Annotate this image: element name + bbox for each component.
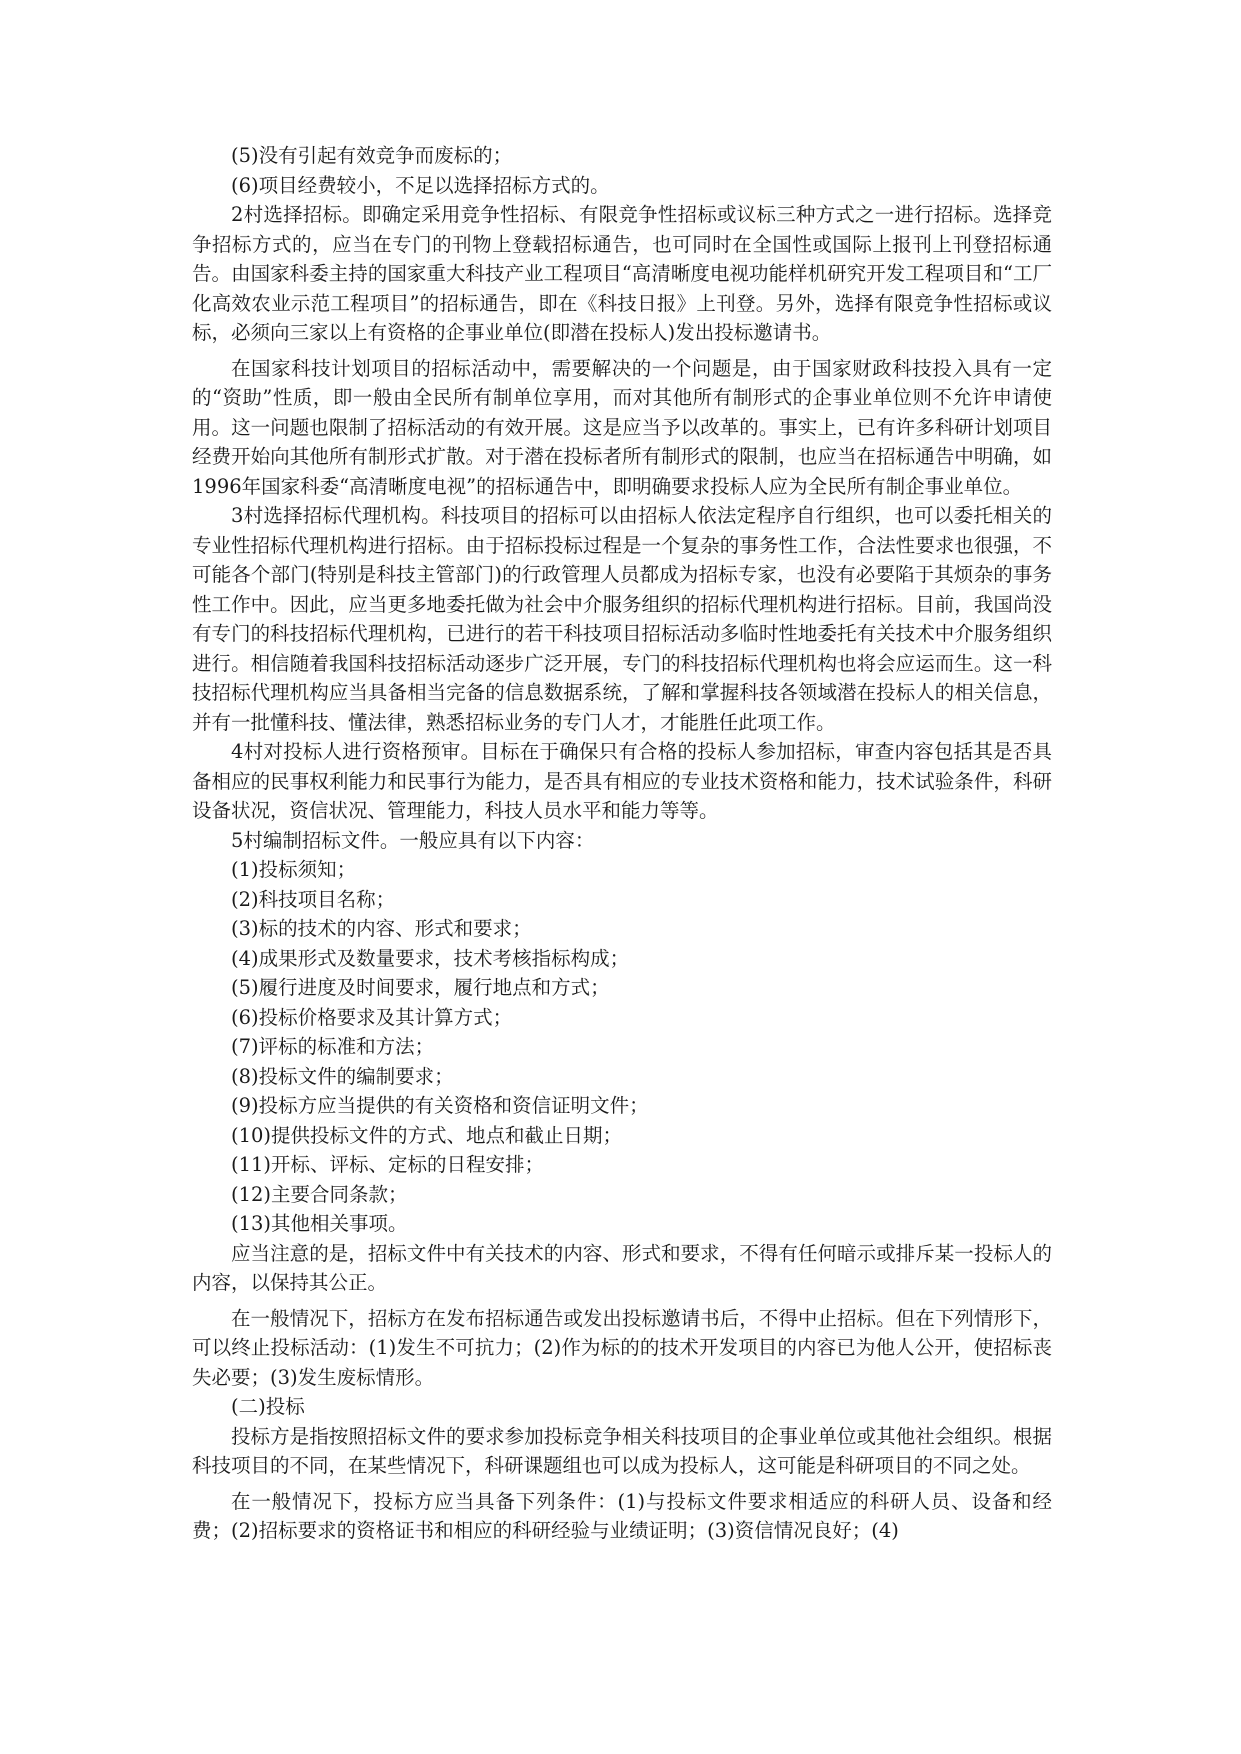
- paragraph: (4)成果形式及数量要求，技术考核指标构成；: [231, 946, 630, 970]
- paragraph: 3村选择招标代理机构。科技项目的招标可以由招标人依法定程序自行组织，也可以委托相关的专业性招标代理机构进行招标。由于招标投标过程是一个复杂的事务性工作，合法性要求也很强，不可能各个部门(特别是科技主管部门)的行政管理人员都成为招标专家，也没有必要陷于其烦杂的事务性工作中。因此，应当更多地委托做为社会中介服务组织的招标代理机构进行招标。目前，我国尚没有专门的科技招标代理机构，已进行的若干科技项目招标活动多临时性地委托有关技术中介服务组织进行。相信随着我国科技招标活动逐步广泛开展，专门的科技招标代理机构也将会应运而生。这一科技招标代理机构应当具备相当完备的信息数据系统，了解和掌握科技各领域潜在投标人的相关信息，并有一批懂科技、懂法律，熟悉招标业务的专门人才，才能胜任此项工作。: [192, 504, 1052, 734]
- paragraph: (8)投标文件的编制要求；: [231, 1064, 454, 1088]
- paragraph: 在一般情况下，投标方应当具备下列条件：(1)与投标文件要求相适应的科研人员、设备和经费；(2)招标要求的资格证书和相应的科研经验与业绩证明；(3)资信情况良好；(4): [192, 1489, 1052, 1542]
- paragraph: (3)标的技术的内容、形式和要求；: [231, 917, 532, 940]
- paragraph: 在一般情况下，招标方在发布招标通告或发出投标邀请书后，不得中止招标。但在下列情形下，可以终止投标活动：(1)发生不可抗力；(2)作为标的的技术开发项目的内容已为他人公开，使招标丧失必要；(3)发生废标情形。: [192, 1306, 1052, 1389]
- paragraph: (6)投标价格要求及其计算方式；: [231, 1005, 513, 1029]
- paragraph: 投标方是指按照招标文件的要求参加投标竞争相关科技项目的企事业单位或其他社会组织。根据科技项目的不同，在某些情况下，科研课题组也可以成为投标人，这可能是科研项目的不同之处。: [192, 1424, 1052, 1477]
- paragraph: (二)投标: [231, 1395, 305, 1418]
- paragraph: (7)评标的标准和方法；: [231, 1035, 435, 1058]
- document-page: [192, 141, 1052, 1546]
- paragraph: 2村选择招标。即确定采用竞争性招标、有限竞争性招标或议标三种方式之一进行招标。选择竞争招标方式的，应当在专门的刊物上登载招标通告，也可同时在全国性或国际上报刊上刊登招标通告。由国家科委主持的国家重大科技产业工程项目“高清晰度电视功能样机研究开发工程项目和“工厂化高效农业示范工程项目”的招标通告，即在《科技日报》上刊登。另外，选择有限竞争性招标或议标，必须向三家以上有资格的企事业单位(即潜在投标人)发出投标邀请书。: [192, 203, 1052, 344]
- paragraph: (1)投标须知；: [231, 858, 357, 881]
- paragraph: 5村编制招标文件。一般应具有以下内容：: [231, 828, 595, 852]
- paragraph: (11)开标、评标、定标的日程安排；: [231, 1153, 545, 1176]
- paragraph: (5)履行进度及时间要求，履行地点和方式；: [231, 976, 610, 999]
- paragraph: 4村对投标人进行资格预审。目标在于确保只有合格的投标人参加招标，审查内容包括其是否具备相应的民事权利能力和民事行为能力，是否具有相应的专业技术资格和能力，技术试验条件，科研设备状况，资信状况、管理能力，科技人员水平和能力等等。: [192, 740, 1052, 822]
- paragraph: 在国家科技计划项目的招标活动中，需要解决的一个问题是，由于国家财政科技投入具有一定的“资助”性质，即一般由全民所有制单位享用，而对其他所有制形式的企事业单位则不允许申请使用。这一问题也限制了招标活动的有效开展。这是应当予以改革的。事实上，已有许多科研计划项目经费开始向其他所有制形式扩散。对于潜在投标者所有制形式的限制，也应当在招标通告中明确，如1996年国家科委“高清晰度电视”的招标通告中，即明确要求投标人应为全民所有制企事业单位。: [192, 356, 1052, 498]
- paragraph: (5)没有引起有效竞争而废标的；: [231, 144, 513, 167]
- paragraph: 应当注意的是，招标文件中有关技术的内容、形式和要求，不得有任何暗示或排斥某一投标人的内容，以保持其公正。: [192, 1241, 1052, 1294]
- paragraph: (6)项目经费较小，不足以选择招标方式的。: [231, 173, 610, 197]
- paragraph: (9)投标方应当提供的有关资格和资信证明文件；: [231, 1094, 649, 1117]
- paragraph: (10)提供投标文件的方式、地点和截止日期；: [231, 1123, 623, 1147]
- paragraph: (12)主要合同条款；: [231, 1182, 408, 1206]
- paragraph: (2)科技项目名称；: [231, 887, 396, 911]
- paragraph: (13)其他相关事项。: [231, 1212, 408, 1235]
